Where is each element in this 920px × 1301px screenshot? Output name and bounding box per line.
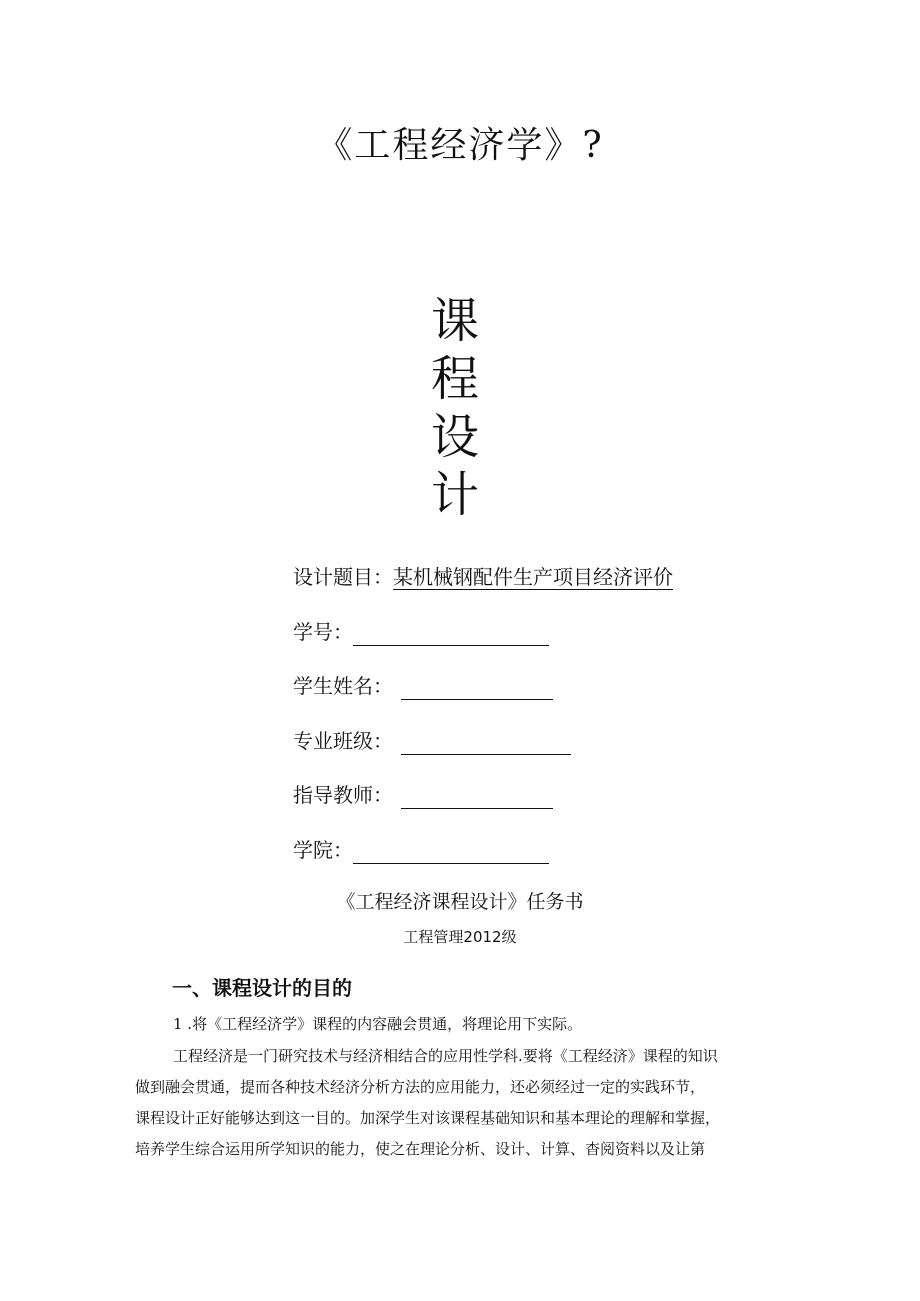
paragraph-line: 培养学生综合运用所学知识的能力，使之在理论分析、设计、计算、杳阅资料以及让第 xyxy=(135,1140,706,1158)
major-class-label: 专业班级： xyxy=(293,729,393,753)
major-class-field xyxy=(293,727,571,755)
student-name-field xyxy=(293,672,553,700)
advisor-label: 指导教师： xyxy=(293,783,393,807)
student-id-blank[interactable] xyxy=(353,623,549,646)
college-field xyxy=(293,836,549,864)
topic-value: 某机械钢配件生产项目经济评价 xyxy=(393,565,673,589)
page-title: 《工程经济学》? xyxy=(316,125,604,166)
course-design-vertical-title xyxy=(425,292,485,524)
vertical-title-char: 课 xyxy=(430,293,479,349)
topic-field xyxy=(293,563,673,591)
paragraph-line: 工程经济是一门研究技术与经济相结合的应用性学科.要将《工程经济》课程的知识 xyxy=(173,1047,718,1065)
advisor-field xyxy=(293,781,553,809)
student-name-blank[interactable] xyxy=(401,677,553,700)
major-class-blank[interactable] xyxy=(401,732,571,755)
grade-label: 工程管理2012级 xyxy=(403,928,517,946)
vertical-title-char: 程 xyxy=(430,351,479,407)
student-id-field xyxy=(293,618,549,646)
college-blank[interactable] xyxy=(353,841,549,864)
paragraph-line: 做到融会贯通，提而各种技术经济分析方法的应用能力，还必须经过一定的实践环节， xyxy=(135,1078,706,1096)
paragraph-line: 课程设计正好能够达到这一目的。加深学生对该课程基础知识和基本理论的理解和掌握， xyxy=(135,1109,721,1127)
student-id-label: 学号： xyxy=(293,620,353,644)
topic-label: 设计题目： xyxy=(293,565,393,589)
vertical-title-char: 设 xyxy=(430,409,479,465)
vertical-title-char: 计 xyxy=(430,467,479,523)
college-label: 学院： xyxy=(293,838,353,862)
advisor-blank[interactable] xyxy=(401,786,553,809)
section-heading: 一、课程设计的目的 xyxy=(172,976,352,1000)
student-name-label: 学生姓名： xyxy=(293,674,393,698)
list-item: 1 .将《工程经济学》课程的内容融会贯通，将理论用下实际。 xyxy=(173,1015,583,1033)
task-book-title: 《工程经济课程设计》任务书 xyxy=(336,891,584,913)
